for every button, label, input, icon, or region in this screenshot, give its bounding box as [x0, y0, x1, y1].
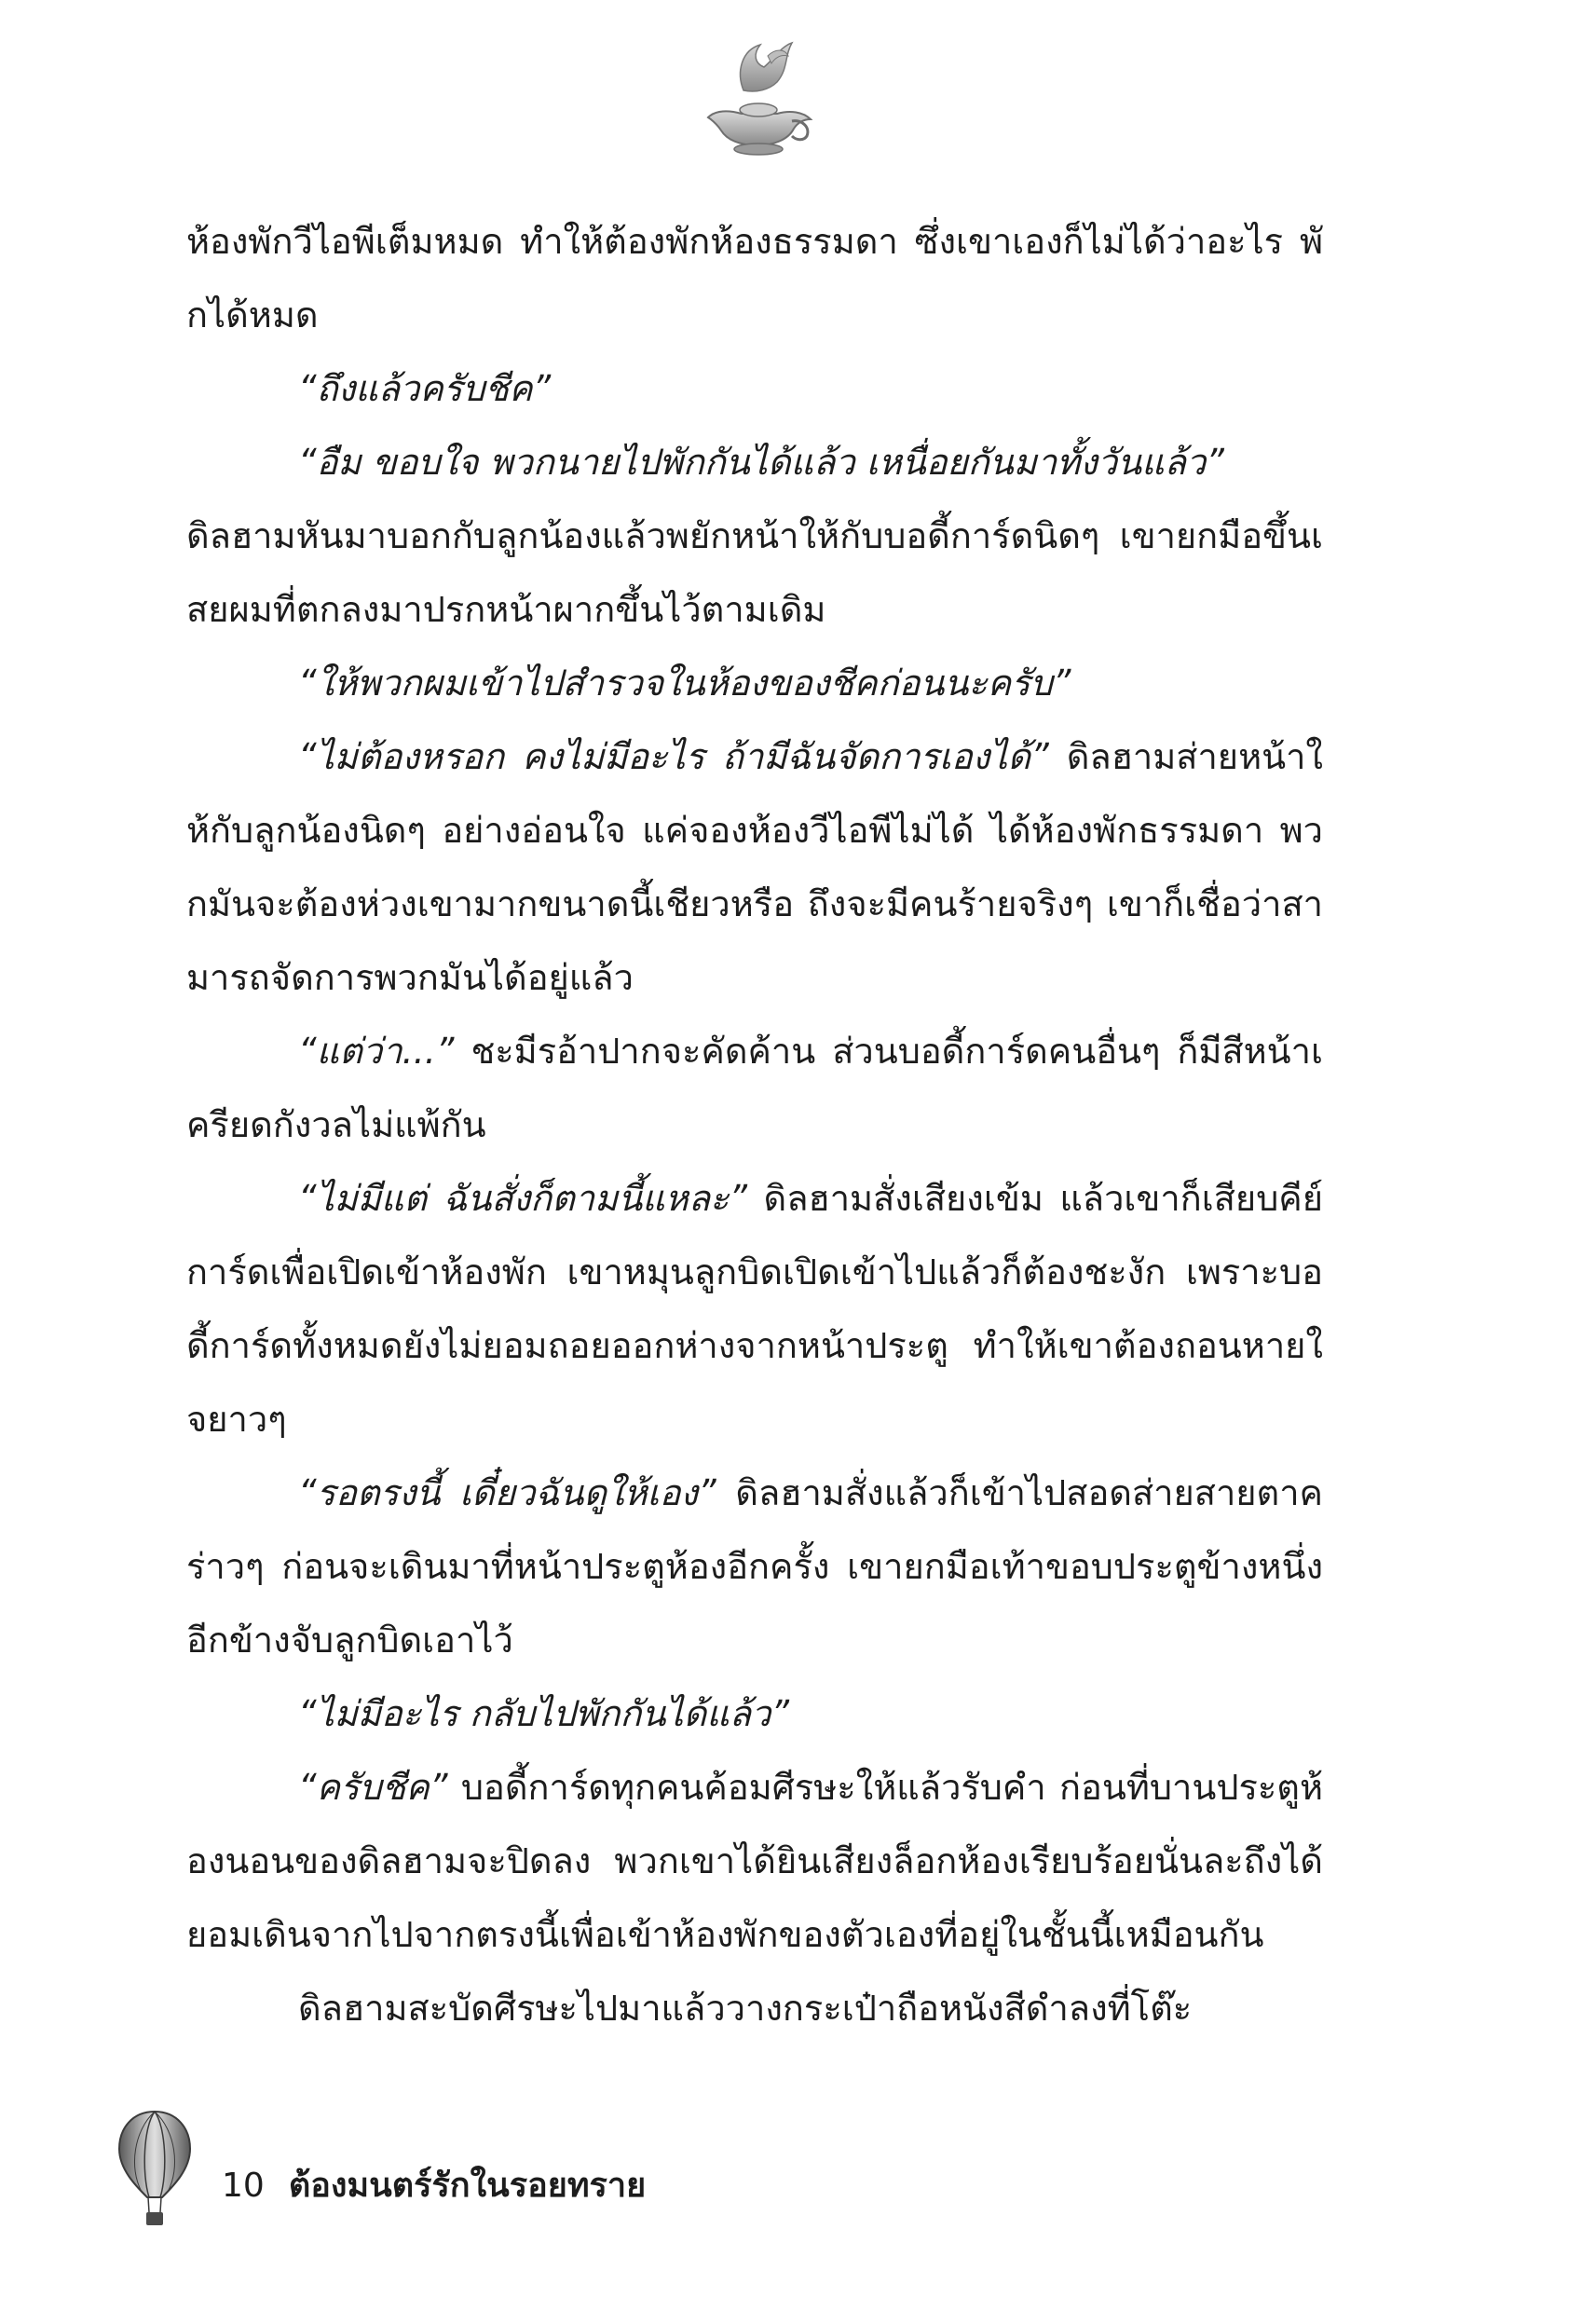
paragraph	[186, 647, 1323, 720]
narration-text: ดิลฮามสั่งแล้วก็เข้าไปสอดส่ายสายตาคร่าวๆ ก่อนจะเดินมาที่หน้าประตูห้องอีกครั้ง เขายกมือเท้าขอบประตูข้างหนึ่ง อีกข้างจับลูกบิดเอาไว้	[186, 1472, 1323, 1661]
paragraph	[186, 1162, 1323, 1456]
paragraph	[186, 499, 1323, 647]
paragraph	[186, 205, 1323, 352]
narration-text: บอดี้การ์ดทุกคนค้อมศีรษะให้แล้วรับคำ ก่อนที่บานประตูห้องนอนของดิลฮามจะปิดลง พวกเขาได้ยินเสียงล็อกห้องเรียบร้อยนั่นละถึงได้ยอมเดินจากไปจากตรงนี้เพื่อเข้าห้องพักของตัวเองที่อยู่ในชั้นนี้เหมือนกัน	[186, 1767, 1323, 1955]
narration-text: ดิลฮามสะบัดศีรษะไปมาแล้ววางกระเป๋าถือหนังสีดำลงที่โต๊ะ	[298, 1988, 1193, 2029]
narration-text: ดิลฮามส่ายหน้าให้กับลูกน้องนิดๆ อย่างอ่อนใจ แค่จองห้องวีไอพีไม่ได้ ได้ห้องพักธรรมดา พวกมันจะต้องห่วงเขามากขนาดนี้เชียวหรือ ถึงจะมีคนร้ายจริงๆ เขาก็เชื่อว่าสามารถจัดการพวกมันได้อยู่แล้ว	[186, 736, 1323, 998]
page-body	[186, 205, 1323, 2045]
paragraph	[186, 1751, 1323, 1972]
hot-air-balloon-icon	[116, 2108, 194, 2235]
narration-text: ดิลฮามสั่งเสียงเข้ม แล้วเขาก็เสียบคีย์การ์ดเพื่อเปิดเข้าห้องพัก เขาหมุนลูกบิดเปิดเข้าไปแล้วก็ต้องชะงัก เพราะบอดี้การ์ดทั้งหมดยังไม่ยอมถอยออกห่างจากหน้าประตู ทำให้เขาต้องถอนหายใจยาวๆ	[186, 1178, 1323, 1440]
paragraph	[186, 352, 1323, 426]
dialogue-quote: “ไม่มีแต่ ฉันสั่งก็ตามนี้แหละ”	[298, 1178, 748, 1219]
narration-text: ห้องพักวีไอพีเต็มหมด ทำให้ต้องพักห้องธรรมดา ซึ่งเขาเองก็ไม่ได้ว่าอะไร พักได้หมด	[186, 221, 1323, 335]
dialogue-quote: “ครับชีค”	[298, 1767, 448, 1808]
page-number: 10	[222, 2167, 265, 2205]
dialogue-quote: “อืม ขอบใจ พวกนายไปพักกันได้แล้ว เหนื่อยกันมาทั้งวันแล้ว”	[298, 442, 1224, 483]
paragraph	[186, 1456, 1323, 1677]
page-footer	[222, 2158, 646, 2211]
dialogue-quote: “แต่ว่า...”	[298, 1031, 455, 1072]
paragraph	[186, 1015, 1323, 1162]
paragraph	[186, 1972, 1323, 2045]
book-title: ต้องมนตร์รักในรอยทราย	[288, 2167, 647, 2205]
dialogue-quote: “ไม่ต้องหรอก คงไม่มีอะไร ถ้ามีฉันจัดการเองได้”	[298, 736, 1049, 777]
dialogue-quote: “รอตรงนี้ เดี๋ยวฉันดูให้เอง”	[298, 1472, 716, 1513]
paragraph	[186, 1677, 1323, 1751]
genie-lamp-icon	[688, 39, 827, 160]
paragraph	[186, 426, 1323, 499]
dialogue-quote: “ถึงแล้วครับชีค”	[298, 368, 552, 409]
narration-text: ดิลฮามหันมาบอกกับลูกน้องแล้วพยักหน้าให้กับบอดี้การ์ดนิดๆ เขายกมือขึ้นเสยผมที่ตกลงมาปรกหน้าผากขึ้นไว้ตามเดิม	[186, 515, 1323, 630]
dialogue-quote: “ไม่มีอะไร กลับไปพักกันได้แล้ว”	[298, 1693, 790, 1734]
dialogue-quote: “ให้พวกผมเข้าไปสำรวจในห้องของชีคก่อนนะครับ”	[298, 663, 1071, 704]
narration-text: ชะมีรอ้าปากจะคัดค้าน ส่วนบอดี้การ์ดคนอื่นๆ ก็มีสีหน้าเครียดกังวลไม่แพ้กัน	[186, 1031, 1323, 1145]
paragraph	[186, 720, 1323, 1015]
